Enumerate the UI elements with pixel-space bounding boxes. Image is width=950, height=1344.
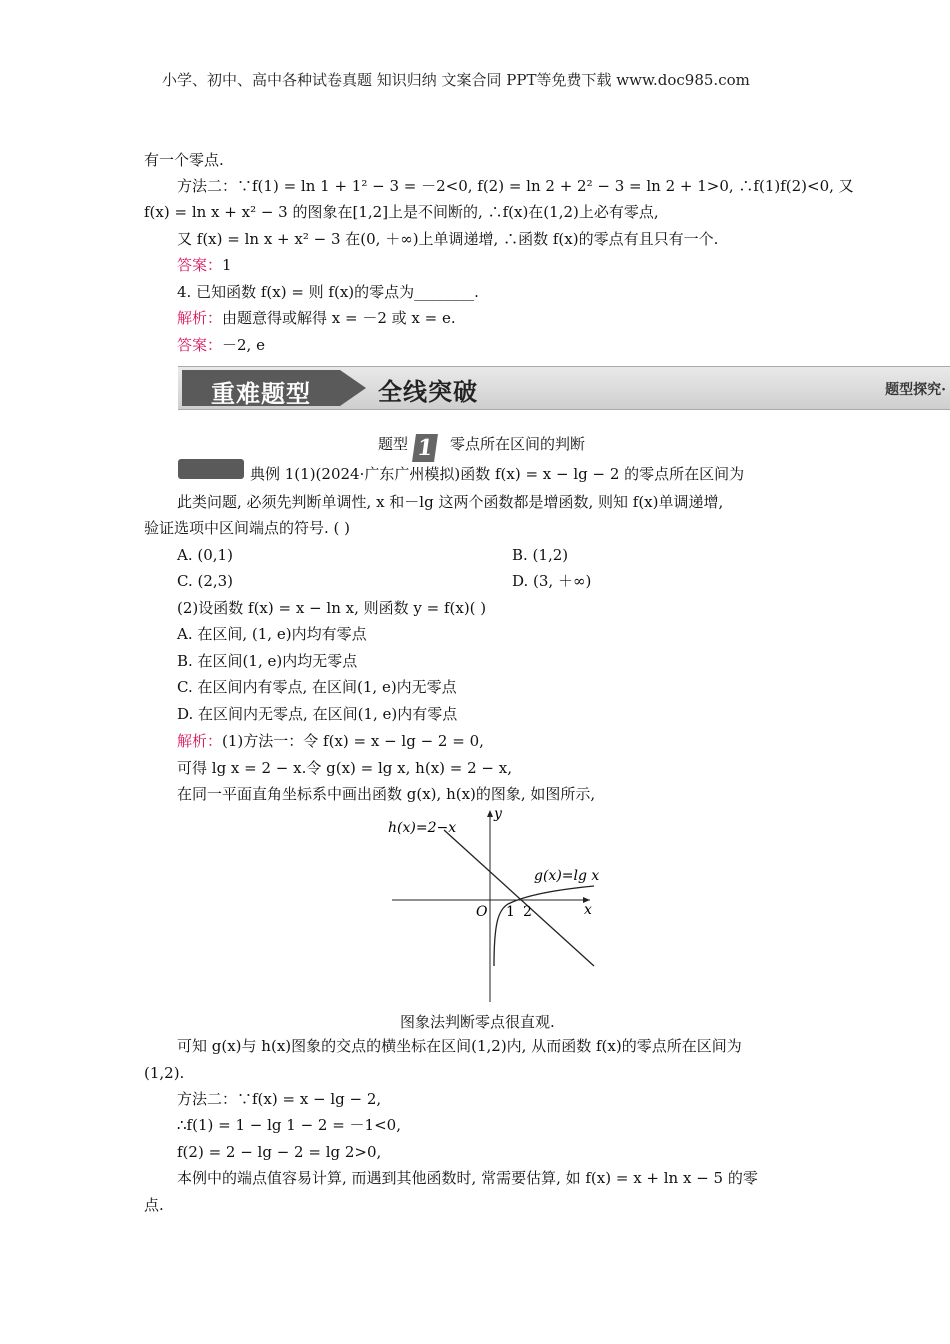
text-line: 方法二：∵f(1) = ln 1 + 1² − 3 = －2<0, f(2) = ln 2 + 2² − 3 = ln 2 + 1>0, ∴f(1)f(2)<0, 又 <box>177 177 854 195</box>
type-prefix: 题型 <box>378 435 409 453</box>
answer-label: 答案： <box>177 336 223 354</box>
function-graph <box>382 806 600 1006</box>
hint-line: 此类问题, 必须先判断单调性, x 和－lg 这两个函数都是增函数, 则知 f(x)单调递增, <box>177 493 724 511</box>
analysis-text: (1)方法一：令 f(x) = x − lg − 2 = 0, <box>222 732 484 750</box>
option-b: B. (1,2) <box>512 546 569 564</box>
note-line: 本例中的端点值容易计算, 而遇到其他函数时, 常需要估算, 如 f(x) = x + ln x − 5 的零 <box>177 1169 758 1187</box>
answer-label: 答案： <box>177 256 223 274</box>
question-4: 4. 已知函数 f(x) = 则 f(x)的零点为________. <box>177 283 479 301</box>
option-a: A. (0,1) <box>177 546 233 564</box>
answer-value: 1 <box>222 256 232 274</box>
text-line: 有一个零点. <box>144 151 224 169</box>
banner-tag: 题型探究· <box>885 382 946 398</box>
answer-value: －2, e <box>222 336 265 354</box>
figure-caption: 图象法判断零点很直观. <box>400 1013 555 1031</box>
analysis-row <box>177 731 484 751</box>
answer-row <box>177 255 232 275</box>
text-line: 又 f(x) = ln x + x² − 3 在(0, ＋∞)上单调递增, ∴函数 f(x)的零点有且只有一个. <box>177 230 719 248</box>
x-label: x <box>584 902 592 918</box>
method2-line: 方法二：∵f(x) = x − lg − 2, <box>177 1090 382 1108</box>
banner-right-title: 全线突破 <box>378 378 478 406</box>
page-header: 小学、初中、高中各种试卷真题 知识归纳 文案合同 PPT等免费下载 www.doc985.com <box>162 71 750 89</box>
type-title <box>378 434 585 462</box>
answer-row <box>177 335 265 355</box>
section-banner <box>178 366 950 410</box>
analysis-line: 可得 lg x = 2 − x.令 g(x) = lg x, h(x) = 2 − x, <box>177 759 512 777</box>
h-label: h(x)=2−x <box>388 820 457 836</box>
banner-left-title: 重难题型 <box>211 380 311 408</box>
option-b: B. 在区间(1, e)内均无零点 <box>177 652 358 670</box>
analysis-text: 由题意得或解得 x = －2 或 x = e. <box>222 309 456 327</box>
analysis-line: 在同一平面直角坐标系中画出函数 g(x), h(x)的图象, 如图所示, <box>177 785 596 803</box>
analysis-label: 解析： <box>177 732 223 750</box>
tick-2: 2 <box>523 904 532 920</box>
banner-dark-block <box>182 370 340 406</box>
method2-line: f(2) = 2 − lg − 2 = lg 2>0, <box>177 1143 382 1161</box>
example-question: 典例 1(1)(2024·广东广州模拟)函数 f(x) = x − lg − 2 的零点所在区间为 <box>250 465 745 483</box>
analysis-label: 解析： <box>177 309 223 327</box>
y-label: y <box>494 806 502 822</box>
type-name: 零点所在区间的判断 <box>450 435 586 453</box>
origin-label: O <box>476 904 488 920</box>
analysis-row <box>177 308 456 328</box>
option-d: D. (3, ＋∞) <box>512 572 592 590</box>
text-line: f(x) = ln x + x² − 3 的图象在[1,2]上是不间断的, ∴f(x)在(1,2)上必有零点, <box>144 203 659 221</box>
question-2: (2)设函数 f(x) = x − ln x, 则函数 y = f(x)( ) <box>177 599 487 617</box>
conclusion-line: (1,2). <box>144 1064 185 1082</box>
option-d: D. 在区间内无零点, 在区间(1, e)内有零点 <box>177 705 458 723</box>
example-badge <box>178 459 244 479</box>
type-number-badge: 1 <box>412 434 438 462</box>
g-label: g(x)=lg x <box>534 868 600 884</box>
option-a: A. 在区间, (1, e)内均有零点 <box>177 625 367 643</box>
note-line: 点. <box>144 1196 164 1214</box>
hint-line: 验证选项中区间端点的符号. ( ) <box>144 519 351 537</box>
banner-arrow <box>340 370 366 406</box>
option-c: C. 在区间内有零点, 在区间(1, e)内无零点 <box>177 678 457 696</box>
tick-1: 1 <box>506 904 515 920</box>
conclusion-line: 可知 g(x)与 h(x)图象的交点的横坐标在区间(1,2)内, 从而函数 f(x)的零点所在区间为 <box>177 1037 742 1055</box>
method2-line: ∴f(1) = 1 − lg 1 − 2 = －1<0, <box>177 1116 401 1134</box>
option-c: C. (2,3) <box>177 572 234 590</box>
